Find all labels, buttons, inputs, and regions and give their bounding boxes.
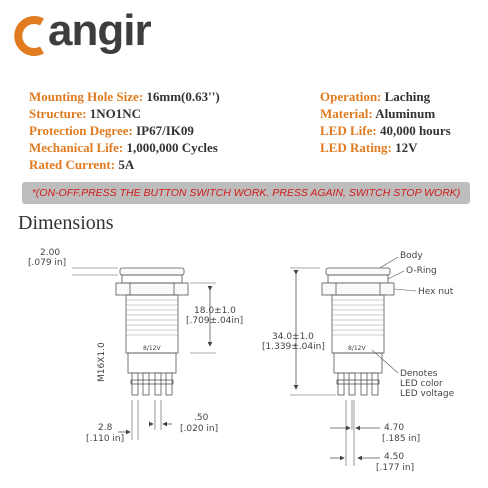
total-dim-label: 34.0±1.0 [272, 332, 314, 342]
dim-b-inch-label: [.177 in] [376, 463, 415, 473]
spec-row: Mechanical Life: 1,000,000 Cycles [29, 140, 218, 155]
spec-row: LED Life: 40,000 hours [320, 123, 451, 138]
spec-row: Rated Current: 5A [29, 157, 135, 172]
spec-row: Operation: Laching [320, 89, 431, 104]
height-dim-inch-label: [.709±.04in] [186, 316, 244, 326]
led-voltage-label: LED voltage [400, 389, 455, 399]
pin-dim-label: 2.8 [98, 423, 113, 433]
operation-note-banner: *(ON-OFF.PRESS THE BUTTON SWITCH WORK. PRESS AGAIN, SWITCH STOP WORK) [22, 182, 470, 204]
spec-row: Protection Degree: IP67/IK09 [29, 123, 194, 138]
dimensions-title: Dimensions [18, 212, 114, 234]
pin-dim-inch-label: [.110 in] [86, 434, 125, 444]
dim-a-inch-label: [.185 in] [382, 434, 421, 444]
spec-row: Material: Aluminum [320, 106, 436, 121]
right-voltage-mark: 8/12V [348, 345, 366, 352]
dim-a-label: 4.70 [384, 423, 405, 433]
left-voltage-mark: 8/12V [143, 345, 161, 352]
spec-row: Structure: 1NO1NC [29, 106, 142, 121]
callout-body: Body [400, 251, 423, 261]
height-dim-label: 18.0±1.0 [194, 306, 236, 316]
thread-label: M16X1.0 [97, 342, 107, 382]
dim-b-label: 4.50 [384, 452, 405, 462]
callout-o-ring: O-Ring [406, 266, 437, 276]
callout-hex-nut: Hex nut [418, 287, 454, 297]
top-dim-inch-label: [.079 in] [28, 258, 67, 268]
gap-dim-label: .50 [194, 413, 209, 423]
total-dim-inch-label: [1.339±.04in] [262, 342, 325, 352]
logo-text: angir [48, 6, 151, 55]
spec-row: LED Rating: 12V [320, 140, 418, 155]
led-color-label: LED color [400, 379, 443, 389]
gap-dim-inch-label: [.020 in] [180, 424, 219, 434]
spec-row: Mounting Hole Size: 16mm(0.63'') [29, 89, 220, 104]
denotes-label: Denotes [400, 369, 438, 379]
top-dim-label: 2.00 [40, 248, 61, 258]
